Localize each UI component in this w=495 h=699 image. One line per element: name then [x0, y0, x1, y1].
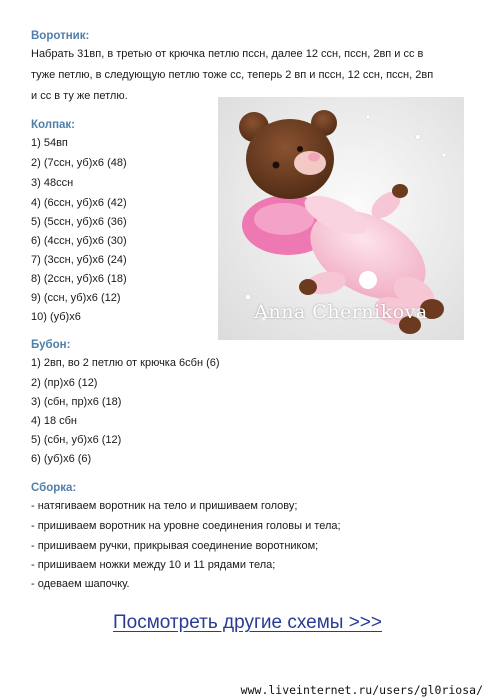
cap-row: 1) 54вп: [31, 137, 68, 149]
assembly-step: - пришиваем ручки, прикрывая соединение воротником;: [31, 540, 319, 552]
cap-row: 7) (3ссн, уб)х6 (24): [31, 254, 127, 266]
more-patterns-link[interactable]: Посмотреть другие схемы >>>: [113, 612, 382, 633]
cap-row: 10) (уб)х6: [31, 311, 81, 323]
pompom-row: 1) 2вп, во 2 петлю от крючка 6сбн (6): [31, 357, 220, 369]
assembly-step: - натягиваем воротник на тело и пришиваем голову;: [31, 500, 298, 512]
collar-line: и сс в ту же петлю.: [31, 90, 128, 102]
cap-row: 8) (2ссн, уб)х6 (18): [31, 273, 127, 285]
cap-row: 5) (5ссн, уб)х6 (36): [31, 216, 127, 228]
pompom-row: 4) 18 сбн: [31, 415, 78, 427]
photo-watermark: Anna Chernikova: [254, 301, 428, 323]
footer-url: www.liveinternet.ru/users/gl0riosa/: [240, 683, 483, 697]
cap-row: 3) 48ссн: [31, 177, 74, 189]
collar-heading: Воротник:: [31, 30, 90, 42]
collar-line: туже петлю, в следующую петлю тоже сс, теперь 2 вп и пссн, 12 ссн, пссн, 2вп: [31, 69, 434, 81]
cap-row: 4) (6ссн, уб)х6 (42): [31, 197, 127, 209]
pompom-row: 5) (сбн, уб)х6 (12): [31, 434, 122, 446]
assembly-step: - одеваем шапочку.: [31, 578, 130, 590]
cap-row: 6) (4ссн, уб)х6 (30): [31, 235, 127, 247]
bear-photo: [218, 97, 464, 340]
cap-heading: Колпак:: [31, 119, 75, 131]
assembly-heading: Сборка:: [31, 482, 77, 494]
cap-row: 2) (7ссн, уб)х6 (48): [31, 157, 127, 169]
pompom-row: 2) (пр)х6 (12): [31, 377, 98, 389]
assembly-step: - пришиваем воротник на уровне соединения головы и тела;: [31, 520, 341, 532]
pompom-row: 6) (уб)х6 (6): [31, 453, 92, 465]
assembly-step: - пришиваем ножки между 10 и 11 рядами тела;: [31, 559, 276, 571]
cap-row: 9) (ссн, уб)х6 (12): [31, 292, 121, 304]
pompom-heading: Бубон:: [31, 339, 71, 351]
pompom-row: 3) (сбн, пр)х6 (18): [31, 396, 122, 408]
collar-line: Набрать 31вп, в третью от крючка петлю пссн, далее 12 ссн, пссн, 2вп и сс в: [31, 48, 424, 60]
